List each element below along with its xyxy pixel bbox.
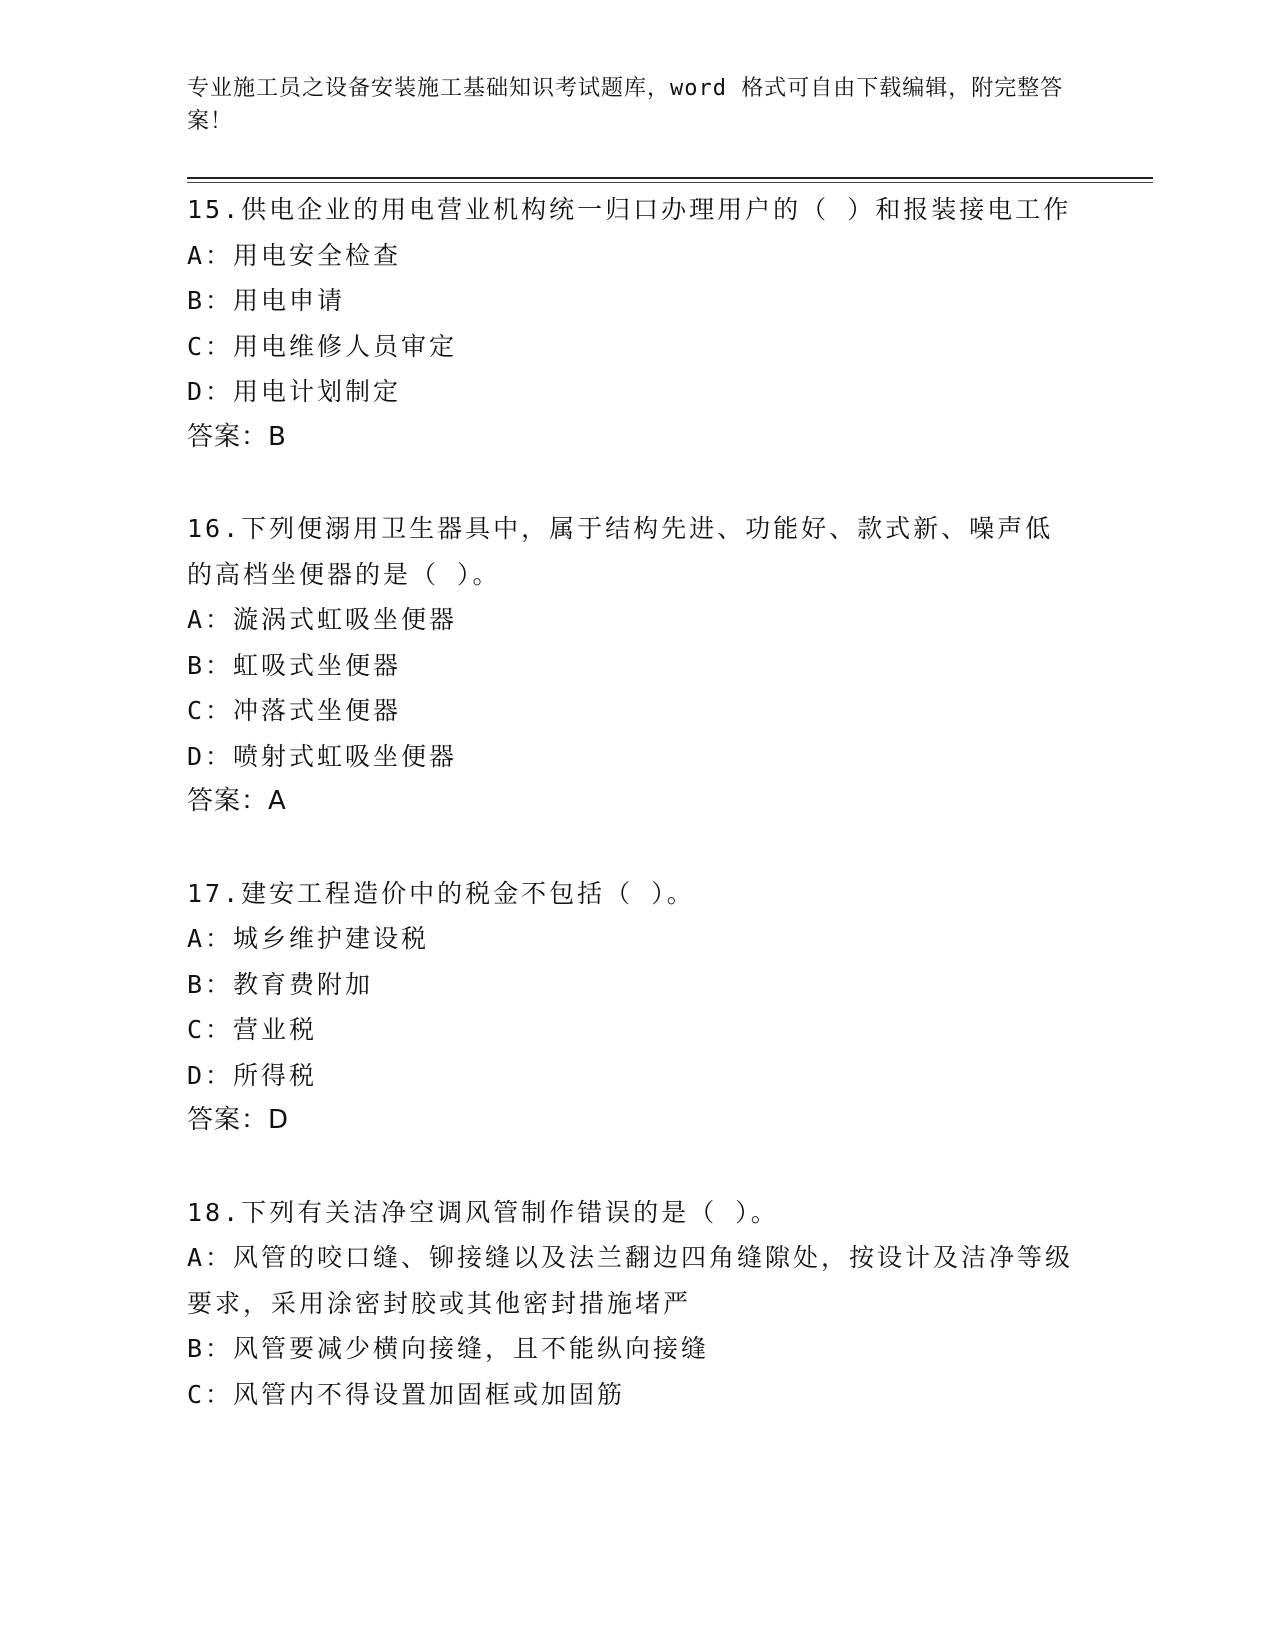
answer-label: 答案：D: [187, 1105, 290, 1135]
option-d: D：所得税: [187, 1060, 318, 1090]
question-18: [187, 1190, 1077, 1418]
question-17: [187, 871, 1077, 1144]
option-a: A：用电安全检查: [187, 240, 402, 270]
document-header: 专业施工员之设备安装施工基础知识考试题库，word 格式可自由下载编辑，附完整答案！: [187, 76, 1064, 134]
option-d: D：喷射式虹吸坐便器: [187, 741, 458, 771]
option-b: B：风管要减少横向接缝，且不能纵向接缝: [187, 1334, 710, 1363]
question-stem: 17.建安工程造价中的税金不包括（ ）。: [187, 878, 695, 908]
header-divider-thin: [187, 182, 1153, 183]
option-c: C：冲落式坐便器: [187, 696, 402, 725]
question-stem: 15.供电企业的用电营业机构统一归口办理用户的（ ）和报装接电工作: [187, 195, 1072, 224]
question-16: [187, 506, 1077, 825]
option-d: D：用电计划制定: [187, 377, 402, 406]
question-stem: 18.下列有关洁净空调风管制作错误的是（ ）。: [187, 1197, 779, 1227]
option-b: B：教育费附加: [187, 969, 374, 999]
question-list: [187, 187, 1077, 1463]
option-c: C：营业税: [187, 1015, 318, 1044]
option-a: A：城乡维护建设税: [187, 924, 430, 953]
option-c: C：风管内不得设置加固框或加固筋: [187, 1379, 626, 1409]
option-a: A：漩涡式虹吸坐便器: [187, 605, 458, 634]
header-divider-thick: [187, 177, 1153, 179]
answer-label: 答案：A: [187, 786, 287, 816]
option-b: B：虹吸式坐便器: [187, 650, 402, 680]
question-15: [187, 187, 1077, 460]
option-a: A：风管的咬口缝、铆接缝以及法兰翻边四角缝隙处，按设计及洁净等级要求，采用涂密封胶或其他密封措施堵严: [187, 1243, 1074, 1318]
option-c: C：用电维修人员审定: [187, 331, 458, 361]
option-b: B：用电申请: [187, 286, 346, 315]
question-stem: 16.下列便溺用卫生器具中，属于结构先进、功能好、款式新、噪声低的高档坐便器的是（ ）。: [187, 514, 1054, 589]
answer-label: 答案：B: [187, 421, 287, 452]
